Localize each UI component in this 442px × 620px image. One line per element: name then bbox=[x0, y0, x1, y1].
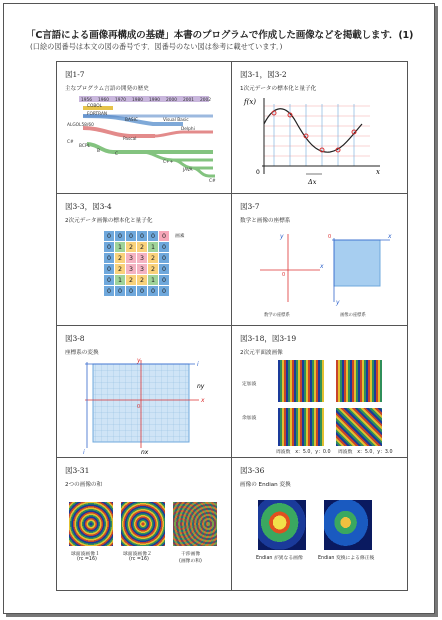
matrix-cell: 0 bbox=[159, 275, 170, 286]
matrix-cell: 0 bbox=[159, 286, 170, 297]
matrix-cell: 0 bbox=[115, 231, 126, 242]
matrix-cell: 0 bbox=[126, 231, 137, 242]
figure-id: 図3-36 bbox=[240, 466, 265, 475]
figure-id: 図3-31 bbox=[65, 466, 90, 475]
figure-panel-1-7 bbox=[57, 62, 232, 194]
svg-text:i: i bbox=[197, 361, 199, 368]
language-label: Visual Basic bbox=[163, 118, 189, 123]
figure-caption: 2次元平面波画像 bbox=[240, 350, 283, 356]
matrix-cell: 2 bbox=[137, 242, 148, 253]
plane-wave-image bbox=[336, 408, 382, 446]
matrix-cell: 3 bbox=[137, 253, 148, 264]
figure-panel-3-18: 図3-18，図3-19 2次元平面波画像 定加波 余加波 周波数 x：5.0，y：0.0 周波数 x：5.0，y：3.0 bbox=[232, 326, 407, 458]
figure-caption: 主なプログラム言語の開発の歴史 bbox=[65, 86, 149, 92]
svg-text:ny: ny bbox=[197, 383, 205, 390]
svg-text:0: 0 bbox=[282, 272, 286, 278]
year-label: 1970 bbox=[115, 98, 126, 103]
matrix-cell: 0 bbox=[159, 242, 170, 253]
matrix-cell: 2 bbox=[115, 253, 126, 264]
matrix-cell: 1 bbox=[148, 275, 159, 286]
matrix-cell: 1 bbox=[115, 242, 126, 253]
svg-text:y: y bbox=[137, 358, 141, 364]
figure-caption: 2次元データ画像の標本化と量子化 bbox=[65, 218, 153, 224]
matrix-cell: 0 bbox=[137, 286, 148, 297]
matrix-cell: 0 bbox=[159, 264, 170, 275]
page-title: 「C言語による画像再構成の基礎」本書のプログラムで作成した画像などを掲載します．(1) bbox=[26, 30, 414, 41]
figure-id: 図3-3，図3-4 bbox=[65, 202, 112, 211]
matrix-cell: 1 bbox=[148, 242, 159, 253]
matrix-cell: 0 bbox=[148, 286, 159, 297]
matrix-cell: 0 bbox=[159, 253, 170, 264]
plane-wave-image bbox=[278, 360, 324, 402]
year-label: 1990 bbox=[149, 98, 160, 103]
svg-text:y: y bbox=[336, 299, 340, 306]
endian-wrong-image bbox=[258, 500, 306, 550]
matrix-cell: 2 bbox=[126, 242, 137, 253]
figure-caption: 1次元データの標本化と量子化 bbox=[240, 86, 317, 92]
matrix-cell: 2 bbox=[148, 253, 159, 264]
image-coord-label: 画像の座標系 bbox=[340, 313, 366, 318]
figure-panel-3-31: 図3-31 2つの画像の和 球面波画像１ (rc =16) 球面波画像２ (rc =16) 干渉画像 (画像の和) bbox=[57, 458, 232, 590]
language-label: Delphi bbox=[181, 127, 195, 132]
matrix-cell: 2 bbox=[115, 264, 126, 275]
language-label: FORTRAN bbox=[87, 112, 108, 117]
matrix-cell: 0 bbox=[137, 231, 148, 242]
language-label: C bbox=[115, 152, 119, 157]
figure-caption: 座標系の変換 bbox=[65, 350, 99, 356]
year-label: 2000 bbox=[166, 98, 177, 103]
figure-id: 図3-7 bbox=[240, 202, 260, 211]
figure-id: 図3-8 bbox=[65, 334, 85, 343]
year-label: 2002 bbox=[200, 98, 211, 103]
matrix-cell: 0 bbox=[104, 231, 115, 242]
matrix-cell: 3 bbox=[126, 253, 137, 264]
plane-wave-image bbox=[278, 408, 324, 446]
figure-caption: 2つの画像の和 bbox=[65, 482, 103, 488]
interference-image bbox=[173, 502, 217, 546]
figure-panel-3-3 bbox=[57, 194, 232, 326]
figure-id: 図3-18，図3-19 bbox=[240, 334, 297, 343]
svg-text:0: 0 bbox=[137, 404, 141, 410]
matrix-cell: 2 bbox=[126, 275, 137, 286]
language-label: BCPL bbox=[79, 144, 90, 149]
dx-label: Δx bbox=[308, 178, 317, 186]
figure-panel-3-7 bbox=[232, 194, 407, 326]
origin-label: 0 bbox=[256, 169, 260, 176]
matrix-cell: 0 bbox=[104, 264, 115, 275]
matrix-cell: 2 bbox=[148, 264, 159, 275]
figure-id: 図1-7 bbox=[65, 70, 85, 79]
matrix-cell: 0 bbox=[104, 242, 115, 253]
svg-text:0: 0 bbox=[328, 234, 332, 240]
pixel-label: 画素 bbox=[175, 234, 185, 239]
spherical-wave-image bbox=[69, 502, 113, 546]
figure-panel-3-36: 図3-36 画像の Endian 変換 Endian が異なる画像 Endian 変換による修正後 bbox=[240, 466, 375, 561]
language-label: C++ bbox=[163, 160, 174, 165]
page-subtitle: (口絵の図番号は本文の図の番号です．図番号のない図は参考に載せています．) bbox=[30, 42, 283, 51]
figure-panel-3-8 bbox=[57, 326, 232, 458]
language-label: Pascal bbox=[123, 137, 137, 142]
coordinate-systems-diagram bbox=[240, 226, 400, 322]
pixel-matrix bbox=[103, 230, 170, 297]
sampling-plot bbox=[240, 94, 400, 190]
matrix-cell: 0 bbox=[126, 286, 137, 297]
matrix-cell: 2 bbox=[137, 275, 148, 286]
document-page bbox=[3, 3, 435, 614]
svg-text:x: x bbox=[388, 233, 392, 240]
year-label: 1960 bbox=[98, 98, 109, 103]
language-label: ALGOL58/60 bbox=[67, 123, 94, 128]
endian-fixed-image bbox=[324, 500, 372, 550]
plane-wave-image bbox=[336, 360, 382, 402]
svg-text:nx: nx bbox=[141, 449, 149, 454]
figure-grid bbox=[56, 61, 408, 591]
figure-id: 図3-1，図3-2 bbox=[240, 70, 287, 79]
svg-text:j: j bbox=[83, 449, 85, 454]
matrix-cell: 3 bbox=[137, 264, 148, 275]
svg-text:x: x bbox=[320, 263, 324, 270]
figure-caption: 画像の Endian 変換 bbox=[240, 482, 291, 488]
language-label: C# bbox=[67, 140, 74, 145]
coordinate-transform-diagram bbox=[65, 358, 225, 454]
matrix-cell: 0 bbox=[148, 231, 159, 242]
language-label: BASIC bbox=[125, 118, 138, 123]
matrix-cell: 0 bbox=[104, 275, 115, 286]
year-label: 1956 bbox=[81, 98, 92, 103]
language-history-diagram bbox=[63, 94, 223, 188]
matrix-cell: 0 bbox=[104, 286, 115, 297]
language-label: B bbox=[97, 149, 100, 154]
x-label: x bbox=[376, 168, 380, 176]
matrix-cell: 0 bbox=[115, 286, 126, 297]
matrix-cell: 3 bbox=[126, 264, 137, 275]
svg-text:y: y bbox=[280, 233, 284, 240]
language-label: C# bbox=[209, 179, 216, 184]
language-label: JAVA bbox=[183, 168, 193, 173]
matrix-cell: 0 bbox=[104, 253, 115, 264]
year-label: 1980 bbox=[132, 98, 143, 103]
math-coord-label: 数学の座標系 bbox=[264, 313, 290, 318]
fx-label: f(x) bbox=[244, 98, 257, 106]
matrix-cell: 0 bbox=[159, 231, 170, 242]
spherical-wave-image bbox=[121, 502, 165, 546]
svg-text:x: x bbox=[201, 397, 205, 404]
language-label: COBOL bbox=[87, 104, 103, 109]
figure-caption: 数学と画像の座標系 bbox=[240, 218, 291, 224]
year-label: 2001 bbox=[183, 98, 194, 103]
matrix-cell: 1 bbox=[115, 275, 126, 286]
figure-panel-3-1 bbox=[232, 62, 407, 194]
